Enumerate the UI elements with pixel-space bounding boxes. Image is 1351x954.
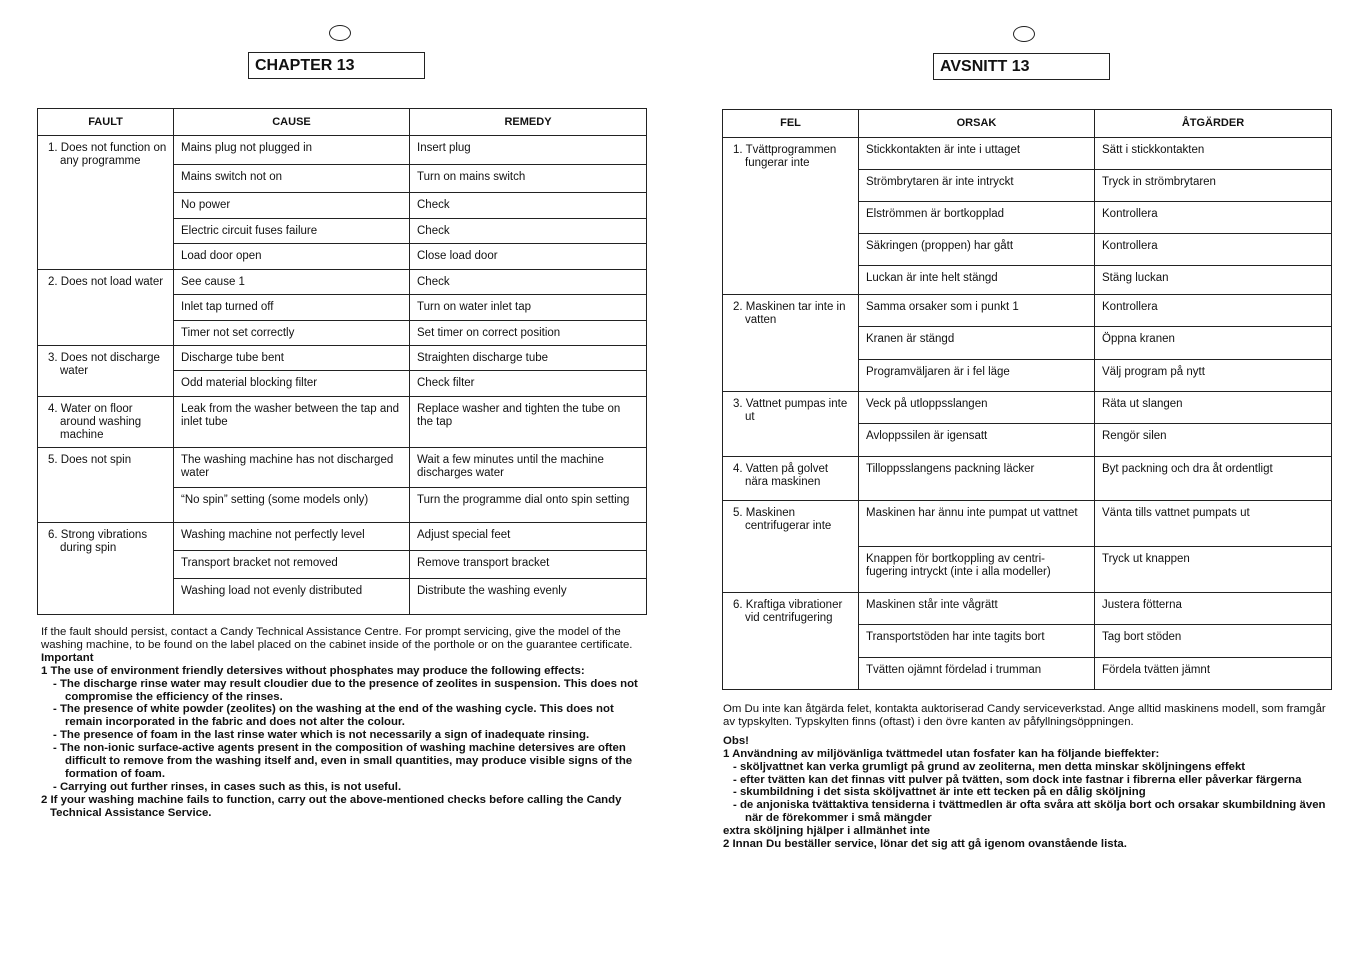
table-row xyxy=(723,501,1332,547)
table-row xyxy=(723,593,1332,625)
table-row xyxy=(38,270,647,295)
fault-table xyxy=(722,109,1332,690)
notes-bullet: - The presence of white powder (zeolites) on the washing at the end of the washing cycle. This does not remain incorporated in the fabric and does not alter the colour. xyxy=(53,703,614,729)
remedy-cell: Turn the programme dial onto spin setting xyxy=(410,488,647,523)
fault-cell: 2. Maskinen tar inte in vatten xyxy=(723,295,859,392)
cause-cell: “No spin” setting (some models only) xyxy=(174,488,410,523)
notes xyxy=(41,626,645,820)
notes-bullet: - efter tvätten kan det finnas vitt pulver på tvätten, som dock inte fastnar i fibrerna eller påverkar färgerna xyxy=(733,773,1302,786)
cause-cell: Veck på utloppsslangen xyxy=(859,392,1095,424)
table-row xyxy=(723,295,1332,327)
notes-bullet: - The discharge rinse water may result cloudier due to the presence of zeolites in suspension. This does not compromise the efficiency of the rinses. xyxy=(53,677,638,703)
header-remedy: ÅTGÄRDER xyxy=(1095,110,1332,138)
cause-cell: Tvätten ojämnt fördelad i trumman xyxy=(859,658,1095,690)
table-row xyxy=(38,346,647,371)
table-row xyxy=(38,397,647,448)
notes-bullet: - sköljvattnet kan verka grumligt på grund av zeoliterna, men detta minskar sköljningens effekt xyxy=(733,760,1246,773)
remedy-cell: Välj program på nytt xyxy=(1095,360,1332,392)
fault-cell: 4. Vatten på golvet nära maskinen xyxy=(723,457,859,501)
remedy-cell: Check xyxy=(410,219,647,244)
notes-bullet: - The non-ionic surface-active agents present in the composition of washing machine detersives are often difficult to remove from the washing itself and, even in small quantities, may produce visible signs of the formation of foam. xyxy=(53,742,633,780)
fault-cell: 5. Maskinen centrifugerar inte xyxy=(723,501,859,593)
remedy-cell: Tryck ut knappen xyxy=(1095,547,1332,593)
cause-cell: Strömbrytaren är inte intryckt xyxy=(859,170,1095,202)
cause-cell: Transport bracket not removed xyxy=(174,551,410,579)
fault-cell: 1. Does not function on any programme xyxy=(38,136,174,270)
notes-item-1: 1 Användning av miljövänliga tvättmedel utan fosfater kan ha följande bieffekter: xyxy=(723,747,1160,760)
header-cause: CAUSE xyxy=(174,109,410,136)
cause-cell: Maskinen har ännu inte pumpat ut vattnet xyxy=(859,501,1095,547)
cause-cell: No power xyxy=(174,193,410,219)
remedy-cell: Kontrollera xyxy=(1095,234,1332,266)
fault-cell: 3. Does not discharge water xyxy=(38,346,174,397)
notes-extra: extra sköljning hjälper i allmänhet inte xyxy=(723,825,930,838)
remedy-cell: Remove transport bracket xyxy=(410,551,647,579)
cause-cell: Odd material blocking filter xyxy=(174,371,410,397)
cause-cell: Stickkontakten är inte i uttaget xyxy=(859,138,1095,170)
remedy-cell: Justera fötterna xyxy=(1095,593,1332,625)
notes-item-1: 1 The use of environment friendly detersives without phosphates may produce the following effects: xyxy=(41,664,585,677)
cause-cell: Elströmmen är bortkopplad xyxy=(859,202,1095,234)
remedy-cell: Replace washer and tighten the tube on the tap xyxy=(410,397,647,448)
notes-important-heading: Important xyxy=(41,651,94,664)
fault-cell: 5. Does not spin xyxy=(38,448,174,523)
fault-cell: 2. Does not load water xyxy=(38,270,174,346)
table-row xyxy=(38,523,647,551)
cause-cell: Kranen är stängd xyxy=(859,327,1095,360)
remedy-cell: Insert plug xyxy=(410,136,647,165)
cause-cell: Discharge tube bent xyxy=(174,346,410,371)
cause-cell: Load door open xyxy=(174,244,410,270)
remedy-cell: Set timer on correct position xyxy=(410,321,647,346)
fault-cell: 1. Tvättprogrammen fungerar inte xyxy=(723,138,859,295)
table-body xyxy=(38,136,647,615)
cause-cell: Knappen för bortkoppling av centri- fugering intryckt (inte i alla modeller) xyxy=(859,547,1095,593)
remedy-cell: Adjust special feet xyxy=(410,523,647,551)
remedy-cell: Check filter xyxy=(410,371,647,397)
notes xyxy=(723,703,1333,851)
table-row xyxy=(723,392,1332,424)
remedy-cell: Close load door xyxy=(410,244,647,270)
table-row xyxy=(723,457,1332,501)
cause-cell: Tilloppsslangens packning läcker xyxy=(859,457,1095,501)
header-remedy: REMEDY xyxy=(410,109,647,136)
fault-cell: 6. Strong vibrations during spin xyxy=(38,523,174,615)
fault-table xyxy=(37,108,647,615)
remedy-cell: Straighten discharge tube xyxy=(410,346,647,371)
notes-bullet: - The presence of foam in the last rinse water which is not necessarily a sign of inadequate rinsing. xyxy=(53,729,590,742)
remedy-cell: Kontrollera xyxy=(1095,202,1332,234)
language-flag-oval xyxy=(1013,26,1035,42)
remedy-cell: Fördela tvätten jämnt xyxy=(1095,658,1332,690)
cause-cell: Programväljaren är i fel läge xyxy=(859,360,1095,392)
remedy-cell: Räta ut slangen xyxy=(1095,392,1332,424)
table-row xyxy=(38,448,647,488)
remedy-cell: Check xyxy=(410,193,647,219)
notes-bullet: - Carrying out further rinses, in cases such as this, is not useful. xyxy=(53,780,402,793)
cause-cell: Maskinen står inte vågrätt xyxy=(859,593,1095,625)
remedy-cell: Stäng luckan xyxy=(1095,266,1332,295)
cause-cell: Avloppssilen är igensatt xyxy=(859,424,1095,457)
cause-cell: Washing machine not perfectly level xyxy=(174,523,410,551)
fault-cell: 3. Vattnet pumpas inte ut xyxy=(723,392,859,457)
cause-cell: Luckan är inte helt stängd xyxy=(859,266,1095,295)
cause-cell: Electric circuit fuses failure xyxy=(174,219,410,244)
notes-item-2: 2 Innan Du beställer service, lönar det sig att gå igenom ovanstående lista. xyxy=(723,838,1127,851)
notes-bullet: - de anjoniska tvättaktiva tensiderna i tvättmedlen är ofta svåra att skölja bort och orsakar skumbildning även när de förekommer i små mängder xyxy=(733,799,1326,825)
remedy-cell: Turn on water inlet tap xyxy=(410,295,647,321)
table-row xyxy=(38,136,647,165)
header-fault: FAULT xyxy=(38,109,174,136)
remedy-cell: Rengör silen xyxy=(1095,424,1332,457)
notes-item-2: 2 If your washing machine fails to function, carry out the above-mentioned checks before calling the Candy Technical Assistance Service. xyxy=(41,793,622,819)
remedy-cell: Vänta tills vattnet pumpats ut xyxy=(1095,501,1332,547)
cause-cell: Mains switch not on xyxy=(174,165,410,193)
cause-cell: Timer not set correctly xyxy=(174,321,410,346)
remedy-cell: Tag bort stöden xyxy=(1095,625,1332,658)
cause-cell: See cause 1 xyxy=(174,270,410,295)
table-row xyxy=(723,138,1332,170)
cause-cell: Transportstöden har inte tagits bort xyxy=(859,625,1095,658)
notes-intro: Om Du inte kan åtgärda felet, kontakta auktoriserad Candy serviceverkstad. Ange alltid maskinens modell, som framgår av typskylten. Typskylten finns (oftast) i den övre kanten av påfyllningsöppningen. xyxy=(723,703,1326,728)
cause-cell: Säkringen (proppen) har gått xyxy=(859,234,1095,266)
remedy-cell: Turn on mains switch xyxy=(410,165,647,193)
notes-intro: If the fault should persist, contact a Candy Technical Assistance Centre. For prompt servicing, give the model of the washing machine, to be found on the label placed on the cabinet inside of the porthole or on the guarantee certificate. xyxy=(41,626,633,651)
cause-cell: Samma orsaker som i punkt 1 xyxy=(859,295,1095,327)
remedy-cell: Check xyxy=(410,270,647,295)
fault-cell: 6. Kraftiga vibrationer vid centrifugering xyxy=(723,593,859,690)
remedy-cell: Tryck in strömbrytaren xyxy=(1095,170,1332,202)
chapter-title: CHAPTER 13 xyxy=(248,52,425,79)
remedy-cell: Distribute the washing evenly xyxy=(410,579,647,615)
header-fault: FEL xyxy=(723,110,859,138)
remedy-cell: Sätt i stickkontakten xyxy=(1095,138,1332,170)
remedy-cell: Kontrollera xyxy=(1095,295,1332,327)
chapter-title: AVSNITT 13 xyxy=(933,53,1110,80)
cause-cell: The washing machine has not discharged water xyxy=(174,448,410,488)
fault-cell: 4. Water on floor around washing machine xyxy=(38,397,174,448)
table-body xyxy=(723,138,1332,690)
cause-cell: Leak from the washer between the tap and inlet tube xyxy=(174,397,410,448)
header-cause: ORSAK xyxy=(859,110,1095,138)
cause-cell: Mains plug not plugged in xyxy=(174,136,410,165)
language-flag-oval xyxy=(329,25,351,41)
cause-cell: Washing load not evenly distributed xyxy=(174,579,410,615)
cause-cell: Inlet tap turned off xyxy=(174,295,410,321)
notes-bullet: - skumbildning i det sista sköljvattnet är inte ett tecken på en dålig sköljning xyxy=(733,786,1146,799)
remedy-cell: Wait a few minutes until the machine discharges water xyxy=(410,448,647,488)
remedy-cell: Byt packning och dra åt ordentligt xyxy=(1095,457,1332,501)
notes-important-heading: Obs! xyxy=(723,734,749,747)
remedy-cell: Öppna kranen xyxy=(1095,327,1332,360)
